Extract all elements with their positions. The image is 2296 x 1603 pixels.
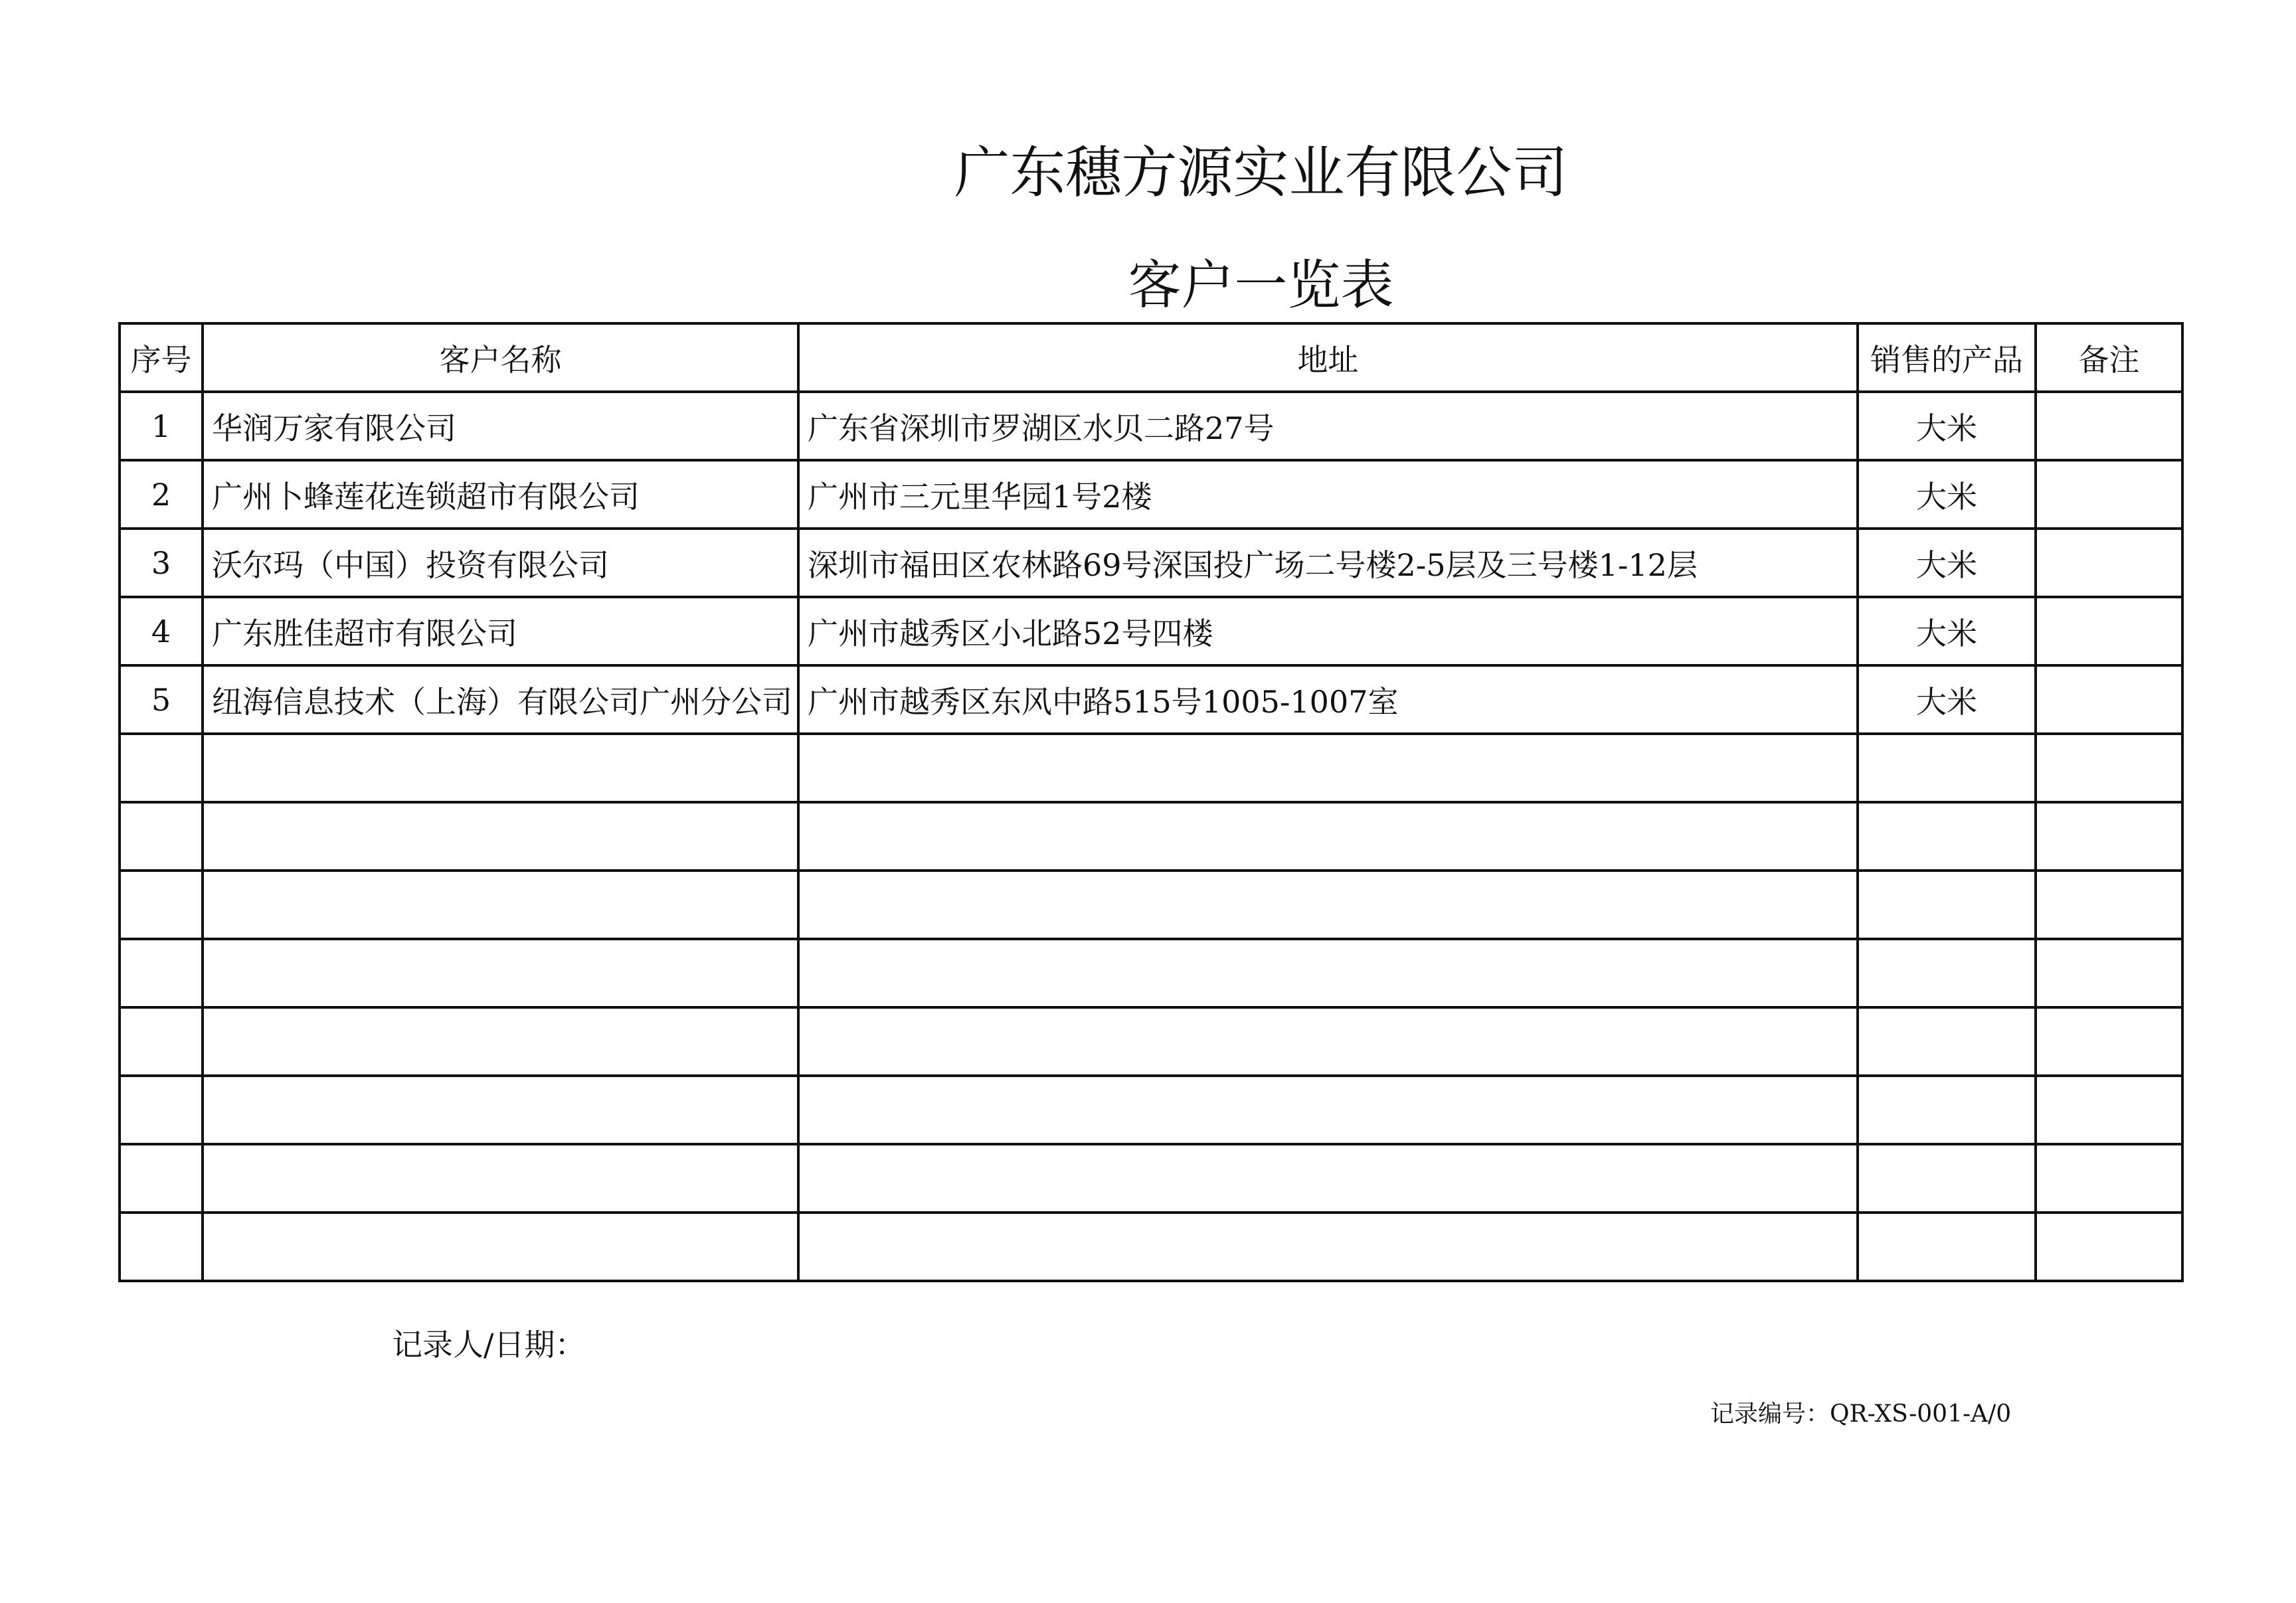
table-row — [120, 460, 2182, 529]
cell-note — [2036, 529, 2182, 597]
cell-index — [120, 1076, 203, 1144]
cell-customer-name — [203, 871, 798, 939]
cell-customer-name — [203, 939, 798, 1007]
table-row — [120, 665, 2182, 734]
cell-address — [798, 1213, 1858, 1281]
cell-address: 广东省深圳市罗湖区水贝二路27号 — [798, 392, 1858, 460]
cell-customer-name: 纽海信息技术（上海）有限公司广州分公司 — [203, 665, 798, 734]
cell-product — [1858, 871, 2036, 939]
table-row — [120, 529, 2182, 597]
cell-index: 2 — [120, 460, 203, 529]
cell-note — [2036, 1076, 2182, 1144]
cell-product — [1858, 1076, 2036, 1144]
table-row — [120, 1144, 2182, 1213]
cell-note — [2036, 597, 2182, 665]
cell-product — [1858, 939, 2036, 1007]
cell-product — [1858, 1144, 2036, 1213]
cell-note — [2036, 871, 2182, 939]
cell-product — [1858, 734, 2036, 802]
cell-product — [1858, 1007, 2036, 1076]
cell-note — [2036, 939, 2182, 1007]
cell-index — [120, 1007, 203, 1076]
table-row — [120, 597, 2182, 665]
cell-product — [1858, 1213, 2036, 1281]
header-note: 备注 — [2036, 323, 2182, 392]
table-row — [120, 1076, 2182, 1144]
cell-address: 广州市越秀区东风中路515号1005-1007室 — [798, 665, 1858, 734]
cell-note — [2036, 392, 2182, 460]
cell-address: 广州市越秀区小北路52号四楼 — [798, 597, 1858, 665]
cell-note — [2036, 1007, 2182, 1076]
cell-address — [798, 1076, 1858, 1144]
table-row — [120, 1007, 2182, 1076]
cell-index: 5 — [120, 665, 203, 734]
cell-note — [2036, 734, 2182, 802]
cell-note — [2036, 1144, 2182, 1213]
cell-product — [1858, 802, 2036, 871]
header-customer-name: 客户名称 — [203, 323, 798, 392]
cell-customer-name — [203, 1007, 798, 1076]
header-product: 销售的产品 — [1858, 323, 2036, 392]
cell-product: 大米 — [1858, 597, 2036, 665]
cell-address — [798, 802, 1858, 871]
cell-index: 4 — [120, 597, 203, 665]
table-row — [120, 392, 2182, 460]
cell-address — [798, 939, 1858, 1007]
cell-customer-name: 华润万家有限公司 — [203, 392, 798, 460]
cell-note — [2036, 1213, 2182, 1281]
document-title: 客户一览表 — [1128, 254, 1394, 316]
customer-table — [118, 322, 2184, 1282]
cell-customer-name: 广东胜佳超市有限公司 — [203, 597, 798, 665]
header-index: 序号 — [120, 323, 203, 392]
cell-product: 大米 — [1858, 665, 2036, 734]
cell-index — [120, 939, 203, 1007]
cell-customer-name: 沃尔玛（中国）投资有限公司 — [203, 529, 798, 597]
cell-index — [120, 871, 203, 939]
cell-customer-name — [203, 734, 798, 802]
header-address: 地址 — [798, 323, 1858, 392]
table-row — [120, 802, 2182, 871]
record-number: 记录编号：QR-XS-001-A/0 — [1710, 1400, 2012, 1428]
cell-index — [120, 1144, 203, 1213]
recorder-label: 记录人/日期： — [392, 1327, 586, 1363]
cell-address — [798, 1144, 1858, 1213]
table-row — [120, 1213, 2182, 1281]
cell-index — [120, 802, 203, 871]
cell-product: 大米 — [1858, 392, 2036, 460]
cell-customer-name — [203, 1144, 798, 1213]
cell-index: 1 — [120, 392, 203, 460]
cell-address: 广州市三元里华园1号2楼 — [798, 460, 1858, 529]
cell-note — [2036, 802, 2182, 871]
cell-address: 深圳市福田区农林路69号深国投广场二号楼2-5层及三号楼1-12层 — [798, 529, 1858, 597]
table-row — [120, 871, 2182, 939]
cell-note — [2036, 460, 2182, 529]
cell-customer-name — [203, 1213, 798, 1281]
cell-customer-name — [203, 802, 798, 871]
company-title: 广东穗方源实业有限公司 — [954, 140, 1568, 205]
cell-index — [120, 1213, 203, 1281]
cell-address — [798, 871, 1858, 939]
cell-customer-name — [203, 1076, 798, 1144]
cell-index: 3 — [120, 529, 203, 597]
cell-index — [120, 734, 203, 802]
table-body — [120, 392, 2182, 1281]
cell-address — [798, 734, 1858, 802]
cell-product: 大米 — [1858, 460, 2036, 529]
table-row — [120, 939, 2182, 1007]
cell-note — [2036, 665, 2182, 734]
cell-address — [798, 1007, 1858, 1076]
table-header-row — [120, 323, 2182, 392]
cell-customer-name: 广州卜蜂莲花连锁超市有限公司 — [203, 460, 798, 529]
cell-product: 大米 — [1858, 529, 2036, 597]
table-row — [120, 734, 2182, 802]
